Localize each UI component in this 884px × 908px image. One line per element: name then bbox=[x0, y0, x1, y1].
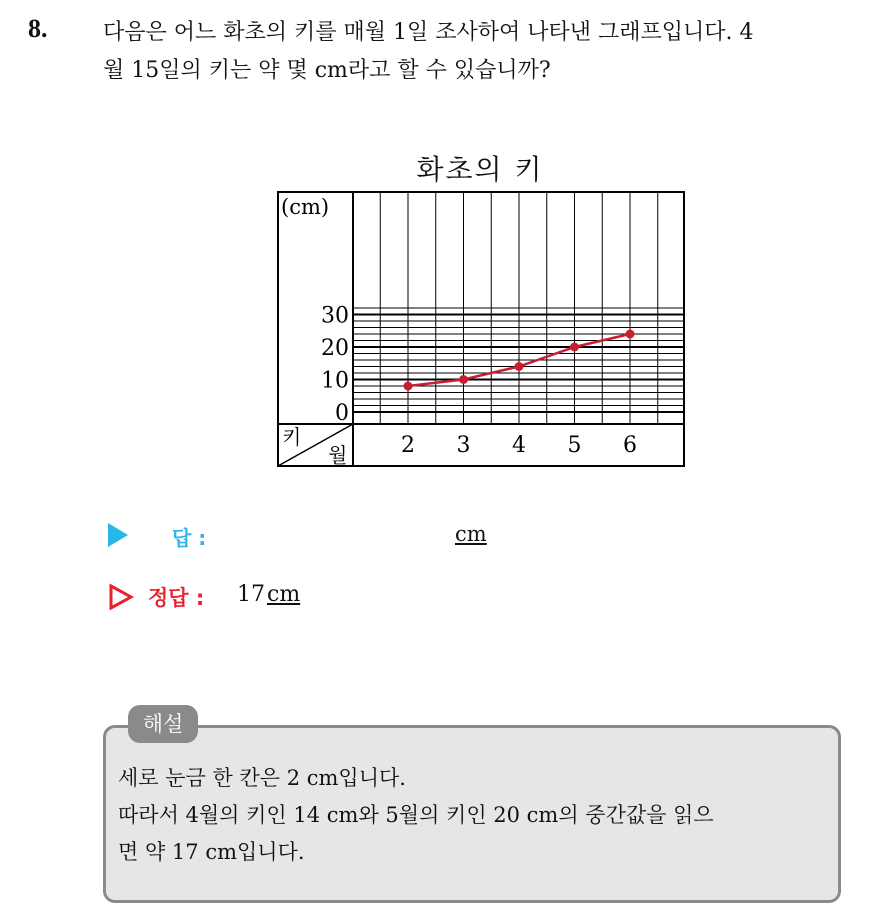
question-text bbox=[103, 14, 873, 90]
chart-title: 화초의 키 bbox=[416, 153, 544, 186]
x-tick-label: 5 bbox=[567, 433, 582, 458]
correct-number: 17 bbox=[237, 582, 265, 607]
answer-label: 답 : bbox=[172, 526, 207, 550]
question-line-2: 월 15일의 키는 약 몇 cm라고 할 수 있습니까? bbox=[103, 58, 551, 83]
y-tick-label: 20 bbox=[321, 336, 349, 361]
correct-value bbox=[237, 582, 300, 607]
question-number: 8. bbox=[28, 14, 48, 43]
explanation-line-1: 세로 눈금 한 칸은 2 cm입니다. bbox=[118, 766, 406, 790]
y-tick-label: 10 bbox=[321, 368, 349, 394]
correct-unit: cm bbox=[267, 582, 301, 607]
data-point bbox=[404, 382, 413, 391]
play-filled-icon bbox=[108, 523, 128, 547]
answer-row bbox=[108, 518, 487, 552]
corner-label-month: 월 bbox=[328, 443, 348, 467]
height-line-chart bbox=[270, 186, 690, 471]
question-line-1: 다음은 어느 화초의 키를 매월 1일 조사하여 나타낸 그래프입니다. 4 bbox=[103, 20, 754, 45]
x-tick-label: 3 bbox=[456, 433, 471, 458]
x-tick-label: 2 bbox=[401, 433, 415, 458]
x-tick-label: 6 bbox=[623, 433, 637, 458]
data-point bbox=[459, 375, 468, 384]
play-outline-icon bbox=[108, 584, 134, 610]
y-tick-label: 0 bbox=[335, 401, 349, 426]
data-point bbox=[515, 362, 524, 371]
correct-label: 정답 : bbox=[148, 586, 205, 610]
y-axis-unit: (cm) bbox=[281, 195, 330, 219]
explanation-line-3: 면 약 17 cm입니다. bbox=[118, 840, 305, 864]
answer-unit[interactable]: cm bbox=[455, 522, 487, 546]
explanation-line-2: 따라서 4월의 키인 14 cm와 5월의 키인 20 cm의 중간값을 읽으 bbox=[118, 803, 714, 827]
x-tick-label: 4 bbox=[512, 433, 526, 458]
data-point bbox=[626, 330, 635, 339]
corner-label-height: 키 bbox=[282, 425, 302, 449]
y-tick-label: 30 bbox=[321, 303, 349, 329]
explanation-tag: 해설 bbox=[128, 705, 198, 743]
explanation-text bbox=[118, 760, 833, 871]
data-point bbox=[570, 343, 579, 352]
